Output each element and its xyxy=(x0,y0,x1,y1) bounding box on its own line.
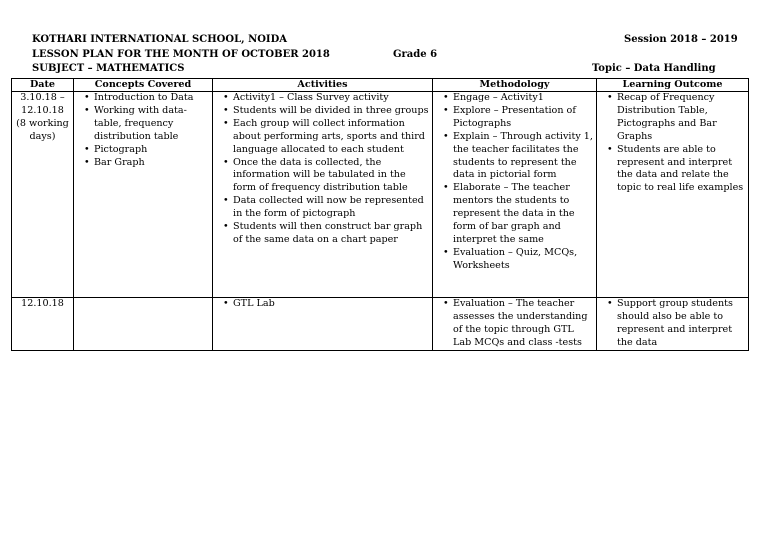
methodology-cell xyxy=(433,92,597,298)
date-line: 12.10.18 xyxy=(21,104,64,116)
list-item: • Once the data is collected, the information will be tabulated in the form of frequency distribution table xyxy=(233,157,430,196)
methodology-cell xyxy=(433,298,597,351)
list-item: • Evaluation – Quiz, MCQs, Worksheets xyxy=(453,247,594,273)
outcome-cell xyxy=(597,298,749,351)
list-item: • Explain – Through activity 1, the teacher facilitates the students to represent the data in pictorial form xyxy=(453,131,594,183)
subject-label: SUBJECT – MATHEMATICS xyxy=(32,63,185,74)
outcome-cell xyxy=(597,92,749,298)
list-item: • Explore – Presentation of Pictographs xyxy=(453,105,594,131)
methodology-list xyxy=(435,92,594,273)
concepts-list xyxy=(76,92,210,169)
date-line: days) xyxy=(29,130,56,142)
list-item: • Working with data-table, frequency distribution table xyxy=(94,105,210,144)
list-item: • Data collected will now be represented in the form of pictograph xyxy=(233,195,430,221)
list-item: • Elaborate – The teacher mentors the students to represent the data in the form of bar graph and interpret the same xyxy=(453,182,594,247)
list-item: • Activity1 – Class Survey activity xyxy=(233,92,430,105)
activities-list xyxy=(215,298,430,311)
column-header: Date xyxy=(12,79,74,92)
concepts-cell xyxy=(74,92,213,298)
date-line: (8 working xyxy=(16,117,69,129)
lesson-plan-table xyxy=(11,78,749,351)
list-item: • GTL Lab xyxy=(233,298,430,311)
school-name: KOTHARI INTERNATIONAL SCHOOL, NOIDA xyxy=(32,34,288,45)
table-row xyxy=(12,92,749,298)
list-item: • Bar Graph xyxy=(94,157,210,170)
column-header: Concepts Covered xyxy=(74,79,213,92)
list-item: • Pictograph xyxy=(94,144,210,157)
list-item: • Engage – Activity1 xyxy=(453,92,594,105)
date-line: 12.10.18 xyxy=(21,298,64,309)
list-item: • Students will be divided in three groups xyxy=(233,105,430,118)
lesson-plan-title: LESSON PLAN FOR THE MONTH OF OCTOBER 2018 xyxy=(32,49,330,60)
column-header: Activities xyxy=(213,79,433,92)
column-header: Learning Outcome xyxy=(597,79,749,92)
column-header: Methodology xyxy=(433,79,597,92)
table-row xyxy=(12,298,749,351)
activities-list xyxy=(215,92,430,247)
list-item: • Students will then construct bar graph of the same data on a chart paper xyxy=(233,221,430,247)
list-item: • Evaluation – The teacher assesses the understanding of the topic through GTL Lab MCQs and class -tests xyxy=(453,298,594,350)
topic-label: Topic – Data Handling xyxy=(592,63,716,74)
list-item: • Support group students should also be able to represent and interpret the data xyxy=(617,298,746,350)
date-line: 3.10.18 – xyxy=(20,92,65,103)
grade-label: Grade 6 xyxy=(393,49,438,60)
list-item: • Recap of Frequency Distribution Table, Pictographs and Bar Graphs xyxy=(617,92,746,144)
table-header-row xyxy=(12,79,749,92)
concepts-cell xyxy=(74,298,213,351)
outcome-list xyxy=(599,92,746,195)
list-item: • Each group will collect information about performing arts, sports and third language allocated to each student xyxy=(233,118,430,157)
list-item: • Students are able to represent and interpret the data and relate the topic to real life examples xyxy=(617,144,746,196)
activities-cell xyxy=(213,298,433,351)
session-label: Session 2018 – 2019 xyxy=(624,34,738,45)
activities-cell xyxy=(213,92,433,298)
list-item: • Introduction to Data xyxy=(94,92,210,105)
outcome-list xyxy=(599,298,746,350)
date-cell xyxy=(12,92,74,298)
date-cell xyxy=(12,298,74,351)
methodology-list xyxy=(435,298,594,350)
